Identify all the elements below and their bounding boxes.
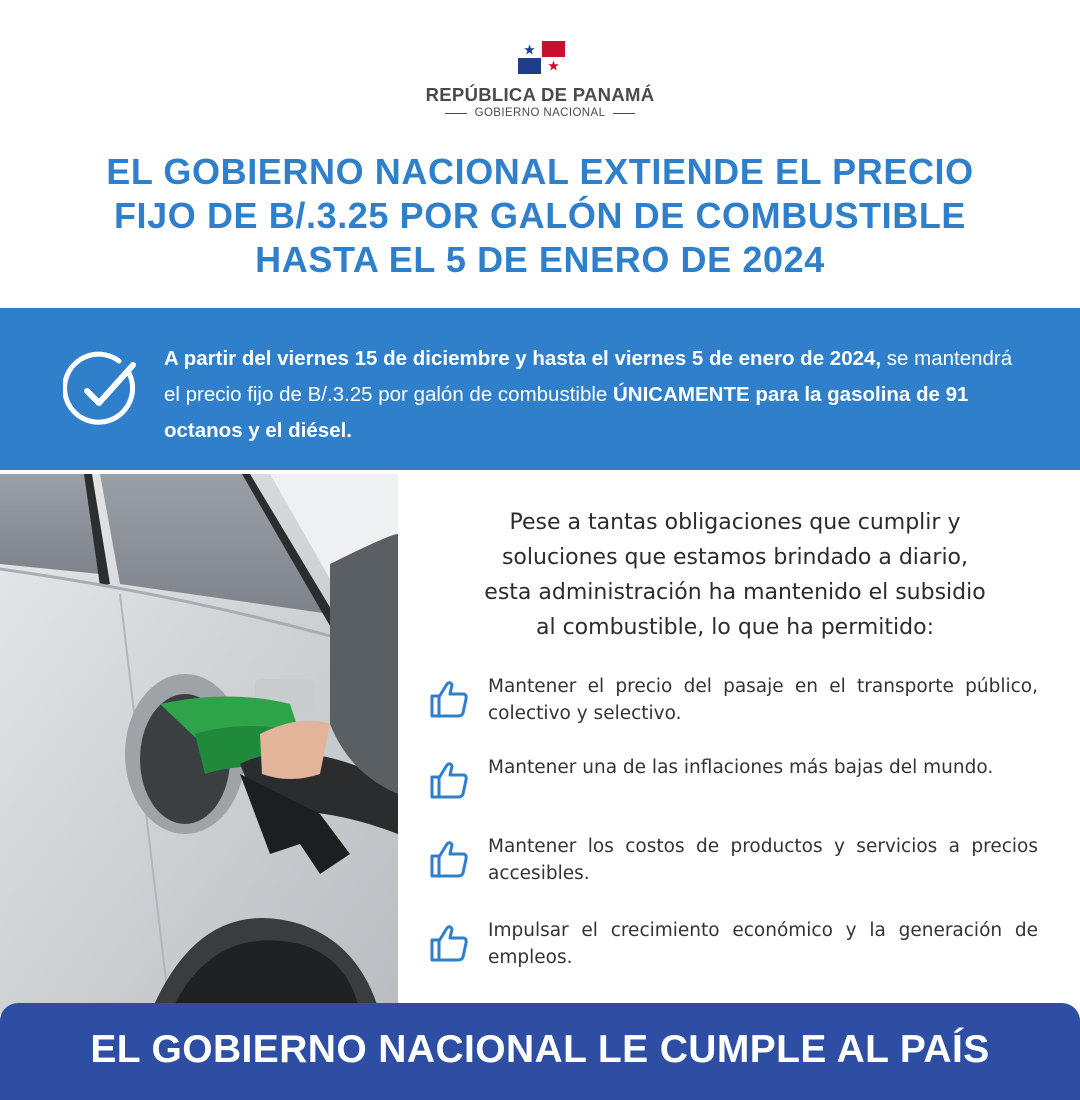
announcement-middle: se mantendrá el precio fijo de B/.3.25 por galón de combustible [164, 347, 1013, 406]
announcement-emphasis: ÚNICAMENTE [613, 383, 750, 406]
announcement-bold-intro: A partir del viernes 15 de diciembre y hasta el viernes 5 de enero de 2024, [164, 347, 882, 370]
headline-line: HASTA EL 5 DE ENERO DE 2024 [255, 239, 825, 280]
check-circle-icon [63, 351, 141, 429]
intro-line: esta administración ha mantenido el subsidio [484, 580, 986, 605]
headline-line: FIJO DE B/.3.25 POR GALÓN DE COMBUSTIBLE [113, 195, 967, 236]
header [0, 0, 1080, 308]
thumbs-up-icon [428, 760, 470, 800]
intro-line: soluciones que estamos brindado a diario, [501, 545, 969, 570]
benefit-text: Mantener el precio del pasaje en el transporte público, colectivo y selectivo. [488, 676, 1038, 724]
panama-flag-icon [518, 41, 565, 74]
intro-line: Pese a tantas obligaciones que cumplir y [509, 510, 961, 535]
thumbs-up-icon [428, 679, 470, 719]
thumbs-up-icon [428, 839, 470, 879]
headline-line: EL GOBIERNO NACIONAL EXTIENDE EL PRECIO [106, 151, 974, 192]
benefit-text: Impulsar el crecimiento económico y la generación de empleos. [488, 920, 1038, 968]
divider [613, 113, 635, 114]
announcement-bold-end: para la gasolina de 91 octanos y el diésel. [164, 383, 969, 442]
announcement-text [164, 341, 1014, 449]
benefit-text: Mantener los costos de productos y servicios a precios accesibles. [488, 836, 1038, 884]
thumbs-up-icon [428, 923, 470, 963]
divider [445, 113, 467, 114]
intro-line: al combustible, lo que ha permitido: [536, 615, 934, 640]
government-name: GOBIERNO NACIONAL [474, 107, 606, 119]
footer-slogan: EL GOBIERNO NACIONAL LE CUMPLE AL PAÍS [90, 1028, 990, 1071]
headline [30, 150, 1050, 282]
country-name: REPÚBLICA DE PANAMÁ [425, 84, 655, 105]
fuel-nozzle-image [0, 474, 398, 1014]
government-label [0, 107, 1080, 119]
intro-paragraph [420, 505, 1050, 645]
benefit-text: Mantener una de las inflaciones más bajas del mundo. [488, 757, 994, 778]
